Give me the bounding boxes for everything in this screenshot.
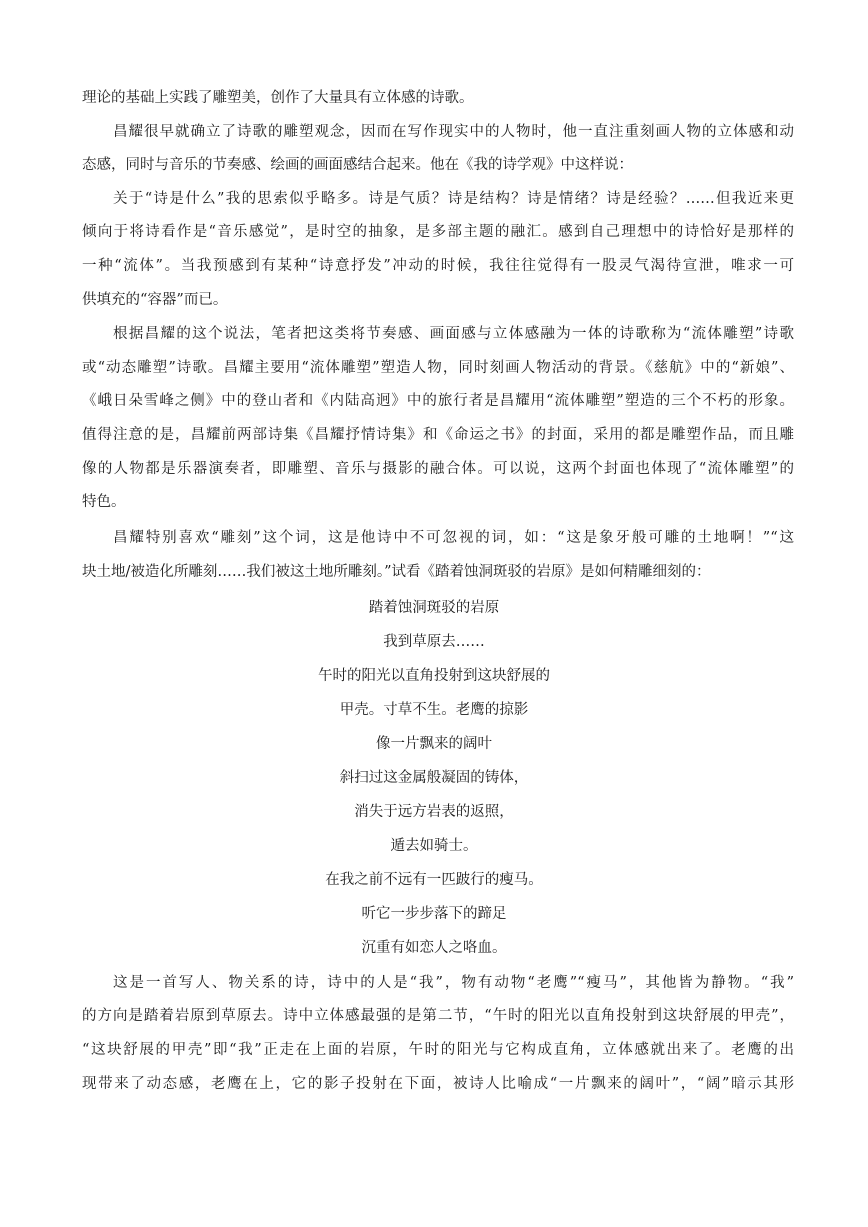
text-line: 这是一首写人、物关系的诗，诗中的人是“我”，物有动物“老鹰”“瘦马”，其他皆为静物。“我” (113, 975, 794, 991)
poem-line: 午时的阳光以直角投射到这块舒展的 (318, 668, 550, 684)
text-line: 像的人物都是乐器演奏者，即雕塑、音乐与摄影的融合体。可以说，这两个封面也体现了“流体雕塑”的 (82, 461, 794, 477)
text-line: 现带来了动态感，老鹰在上，它的影子投射在下面，被诗人比喻成“一片飘来的阔叶”，“阔”暗示其形 (82, 1076, 794, 1092)
poem-line: 遁去如骑士。 (390, 838, 478, 854)
text-line: 昌耀特别喜欢“雕刻”这个词，这是他诗中不可忽视的词，如：“这是象牙般可雕的土地啊！”“这 (113, 530, 794, 546)
poem-line: 我到草原去…… (383, 634, 485, 650)
poem-line: 甲壳。寸草不生。老鹰的掠影 (339, 702, 529, 718)
poem-line: 斜扫过这金属般凝固的铸体， (339, 770, 529, 786)
text-line: 态感，同时与音乐的节奏感、绘画的画面感结合起来。他在《我的诗学观》中这样说： (82, 157, 633, 173)
poem-line: 在我之前不远有一匹跛行的瘦马。 (325, 872, 543, 888)
quote-line: 关于“诗是什么”我的思索似乎略多。诗是气质？诗是结构？诗是情绪？诗是经验？……但我近来更 (113, 191, 794, 207)
poem-line: 听它一步步落下的蹄足 (361, 906, 507, 922)
poem-line: 沉重有如恋人之咯血。 (361, 940, 507, 956)
text-line: 特色。 (82, 494, 126, 510)
text-line: “这块舒展的甲壳”即“我”正走在上面的岩原，午时的阳光与它构成直角，立体感就出来了。老鹰的出 (82, 1042, 794, 1058)
text-line: 《峨日朵雪峰之侧》中的登山者和《内陆高迥》中的旅行者是昌耀用“流体雕塑”塑造的三个不朽的形象。 (82, 393, 794, 409)
quote-line: 倾向于将诗看作是“音乐感觉”，是时空的抽象，是多部主题的融汇。感到自己理想中的诗恰好是那样的 (82, 224, 794, 240)
quote-line: 供填充的“容器”而已。 (82, 292, 228, 308)
text-line: 根据昌耀的这个说法，笔者把这类将节奏感、画面感与立体感融为一体的诗歌称为“流体雕塑”诗歌 (113, 326, 794, 342)
poem-line: 消失于远方岩表的返照， (354, 804, 514, 820)
text-line: 的方向是踏着岩原到草原去。诗中立体感最强的是第二节，“午时的阳光以直角投射到这块舒展的甲壳”， (82, 1008, 794, 1024)
text-line: 块土地/被造化所雕刻……我们被这土地所雕刻。”试看《踏着蚀洞斑驳的岩原》是如何精雕细刻的： (82, 564, 711, 580)
text-line: 理论的基础上实践了雕塑美，创作了大量具有立体感的诗歌。 (82, 90, 474, 106)
poem-line: 踏着蚀洞斑驳的岩原 (368, 600, 500, 616)
quote-line: 一种“流体”。当我预感到有某种“诗意抒发”冲动的时候，我往往觉得有一股灵气渴待宣泄，唯求一可 (82, 258, 794, 274)
text-line: 值得注意的是，昌耀前两部诗集《昌耀抒情诗集》和《命运之书》的封面，采用的都是雕塑作品，而且雕 (82, 427, 794, 443)
text-line: 昌耀很早就确立了诗歌的雕塑观念，因而在写作现实中的人物时，他一直注重刻画人物的立体感和动 (113, 124, 794, 140)
poem-line: 像一片飘来的阔叶 (376, 736, 492, 752)
text-line: 或“动态雕塑”诗歌。昌耀主要用“流体雕塑”塑造人物，同时刻画人物活动的背景。《慈航》中的“新娘”、 (82, 360, 794, 376)
